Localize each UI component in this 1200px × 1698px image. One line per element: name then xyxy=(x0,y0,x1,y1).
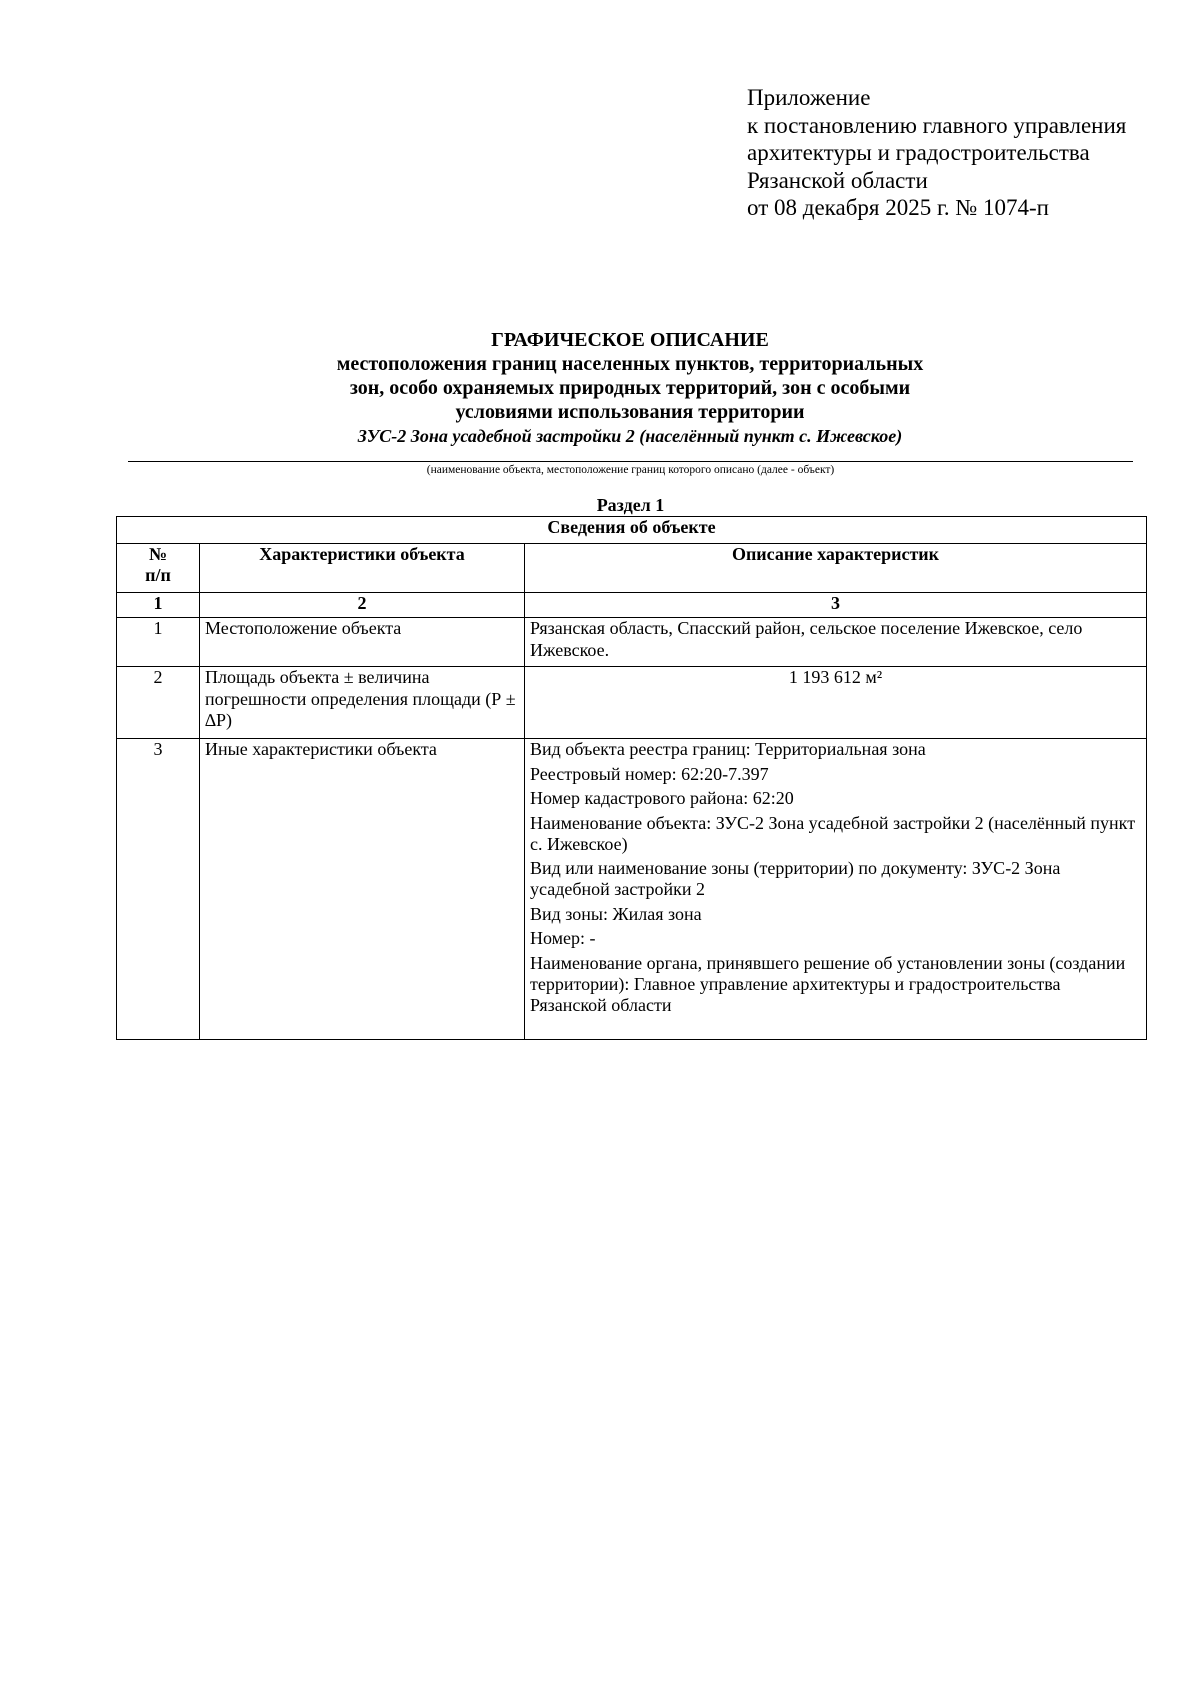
document-subtitle xyxy=(120,352,1140,424)
column-number: 3 xyxy=(525,593,1147,618)
subtitle-line: зон, особо охраняемых природных территорий, зон с особыми xyxy=(349,377,911,399)
section-title: Раздел 1 xyxy=(596,495,665,515)
header-characteristic: Характеристики объекта xyxy=(200,544,525,593)
appendix-line: Рязанской области xyxy=(747,167,928,193)
table-row xyxy=(117,618,1147,667)
table-row xyxy=(117,739,1147,1040)
subtitle-line: условиями использования территории xyxy=(455,401,805,423)
appendix-line: к постановлению главного управления xyxy=(747,112,1127,138)
row-num: 1 xyxy=(117,618,200,667)
header-num-label: № п/п xyxy=(145,544,171,585)
description-item: Номер: - xyxy=(530,928,596,948)
description-item: Вид зоны: Жилая зона xyxy=(530,903,702,924)
description-item: Реестровый номер: 62:20-7.397 xyxy=(530,763,769,784)
row-description: 1 193 612 м² xyxy=(525,667,1147,739)
description-item: Вид или наименование зоны (территории) по документу: ЗУС-2 Зона усадебной застройки 2 xyxy=(530,858,1061,899)
table-row xyxy=(117,667,1147,739)
description-item: Наименование объекта: ЗУС-2 Зона усадебной застройки 2 (населённый пункт с. Ижевское) xyxy=(530,812,1136,854)
header-description: Описание характеристик xyxy=(525,544,1147,593)
object-info-table xyxy=(116,516,1147,1040)
appendix-block xyxy=(747,84,1167,222)
column-number: 1 xyxy=(117,593,200,618)
description-item: Наименование органа, принявшего решение об установлении зоны (создании территории): Главное управление архитектуры и градостроительства Рязанской области xyxy=(530,952,1126,1015)
description-item: Номер кадастрового района: 62:20 xyxy=(530,788,794,808)
column-number-row xyxy=(117,593,1147,618)
document-title: ГРАФИЧЕСКОЕ ОПИСАНИЕ xyxy=(491,329,769,351)
subtitle-line: местоположения границ населенных пунктов, территориальных xyxy=(336,353,924,375)
object-name: ЗУС-2 Зона усадебной застройки 2 (населённый пункт с. Ижевское) xyxy=(357,426,903,446)
table-title-row xyxy=(117,517,1147,544)
description-item: Вид объекта реестра границ: Территориальная зона xyxy=(530,739,926,759)
appendix-line: архитектуры и градостроительства xyxy=(747,140,1090,165)
header-num xyxy=(117,544,200,593)
object-name-caption: (наименование объекта, местоположение границ которого описано (далее - объект) xyxy=(426,464,835,476)
table-header-row xyxy=(117,544,1147,593)
object-name-underline xyxy=(128,461,1133,462)
row-characteristic: Площадь объекта ± величина погрешности определения площади (Р ± ∆Р) xyxy=(200,667,525,739)
column-number: 2 xyxy=(200,593,525,618)
row-num: 3 xyxy=(117,739,200,1040)
row-characteristic: Местоположение объекта xyxy=(200,618,525,667)
table-title: Сведения об объекте xyxy=(117,517,1147,544)
appendix-line: Приложение xyxy=(747,85,871,110)
row-description: Рязанская область, Спасский район, сельское поселение Ижевское, село Ижевское. xyxy=(525,618,1147,667)
document-heading xyxy=(120,328,1140,447)
row-characteristic: Иные характеристики объекта xyxy=(200,739,525,1040)
appendix-date-line: от 08 декабря 2025 г. № 1074-п xyxy=(747,195,1049,220)
row-num: 2 xyxy=(117,667,200,739)
row-description xyxy=(525,739,1147,1040)
